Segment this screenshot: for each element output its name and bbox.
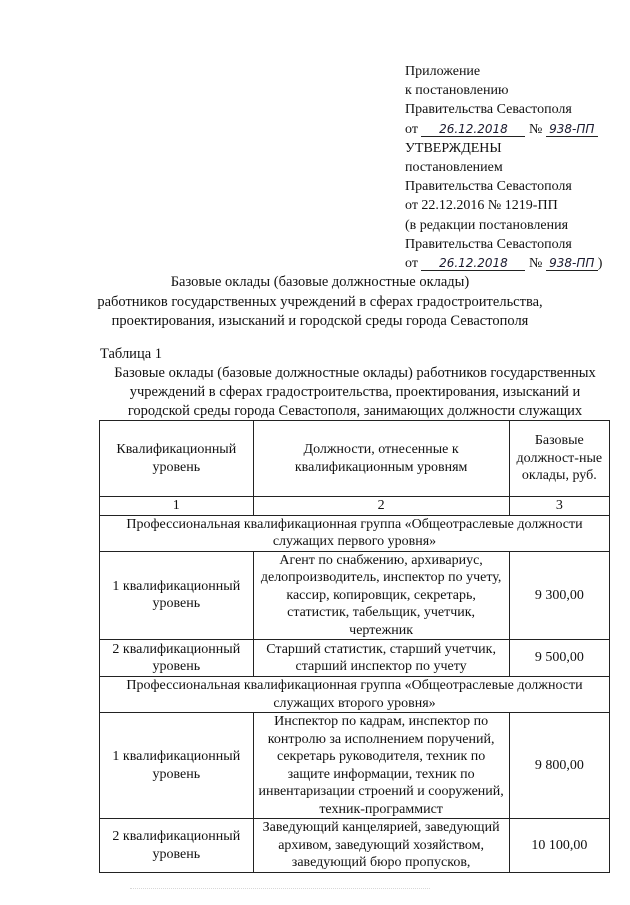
number-sign: № — [528, 121, 543, 137]
number-sign: № — [528, 256, 543, 272]
edition-line: (в редакции постановления — [405, 217, 569, 233]
document-title — [60, 273, 580, 332]
caption-line: Базовые оклады (базовые должностные оклады) работников государственных — [114, 365, 596, 381]
salary-cell: 10 100,00 — [509, 819, 609, 873]
handwritten-number: 938-ПП — [546, 122, 598, 137]
appendix-line: Правительства Севастополя — [405, 102, 572, 118]
salary-table — [99, 420, 610, 873]
edition-date-line — [405, 254, 620, 273]
table-row — [100, 713, 610, 819]
table-row — [100, 819, 610, 873]
header-salary: Базовые должност-ные оклады, руб. — [509, 421, 609, 497]
approved-by: постановлением — [405, 160, 503, 176]
col-number: 1 — [100, 497, 254, 516]
appendix-date-line — [405, 120, 620, 139]
scan-artifact — [130, 888, 430, 895]
appendix-block — [405, 62, 620, 273]
level-cell: 2 квалификационный уровень — [100, 640, 254, 677]
col-number: 3 — [509, 497, 609, 516]
positions-cell: Агент по снабжению, архивариус, делопроизводитель, инспектор по учету, кассир, копировщик, секретарь, статистик, табельщик, учетчик, чертежник — [253, 551, 509, 640]
title-line: работников государственных учреждений в сферах градостроительства, — [97, 293, 543, 310]
group-row — [100, 515, 610, 551]
table-caption — [100, 345, 610, 421]
from-label: от — [405, 121, 418, 137]
from-label: от — [405, 256, 418, 272]
title-line: Базовые оклады (базовые должностные оклады) — [170, 274, 470, 290]
table-label: Таблица 1 — [100, 346, 163, 362]
salary-cell: 9 800,00 — [509, 713, 609, 819]
edition-line: Правительства Севастополя — [405, 236, 572, 252]
group-row — [100, 677, 610, 713]
col-number: 2 — [253, 497, 509, 516]
appendix-line: к постановлению — [405, 83, 509, 99]
header-positions: Должности, отнесенные к квалификационным уровням — [253, 421, 509, 497]
approved-heading: УТВЕРЖДЕНЫ — [405, 140, 502, 156]
level-cell: 2 квалификационный уровень — [100, 819, 254, 873]
salary-cell: 9 500,00 — [509, 640, 609, 677]
caption-line: городской среды города Севастополя, занимающих должности служащих — [127, 403, 583, 419]
level-cell: 1 квалификационный уровень — [100, 713, 254, 819]
numbering-row — [100, 497, 610, 516]
caption-line: учреждений в сферах градостроительства, проектирования, изысканий и — [129, 384, 581, 400]
positions-cell: Инспектор по кадрам, инспектор по контролю за исполнением поручений, секретарь руководителя, техник по защите информации, техник по инвентаризации строений и сооружений, техник-программист — [253, 713, 509, 819]
handwritten-date: 26.12.2018 — [421, 122, 525, 137]
handwritten-number: 938-ПП — [546, 256, 598, 271]
approved-date: от 22.12.2016 № 1219-ПП — [405, 198, 558, 214]
group-title: Профессиональная квалификационная группа «Общеотраслевые должности служащих первого уровня» — [100, 515, 610, 551]
positions-cell: Заведующий канцелярией, заведующий архивом, заведующий хозяйством, заведующий бюро пропусков, — [253, 819, 509, 873]
table-header-row — [100, 421, 610, 497]
salary-cell: 9 300,00 — [509, 551, 609, 640]
level-cell: 1 квалификационный уровень — [100, 551, 254, 640]
header-level: Квалификационный уровень — [100, 421, 254, 497]
approved-gov: Правительства Севастополя — [405, 179, 572, 195]
appendix-line: Приложение — [405, 64, 481, 79]
handwritten-date: 26.12.2018 — [421, 256, 525, 271]
title-line: проектирования, изысканий и городской среды города Севастополя — [111, 313, 529, 329]
closing-paren: ) — [597, 256, 603, 272]
positions-cell: Старший статистик, старший учетчик, старший инспектор по учету — [253, 640, 509, 677]
group-title: Профессиональная квалификационная группа «Общеотраслевые должности служащих второго уровня» — [100, 677, 610, 713]
table-row — [100, 551, 610, 640]
table-row — [100, 640, 610, 677]
